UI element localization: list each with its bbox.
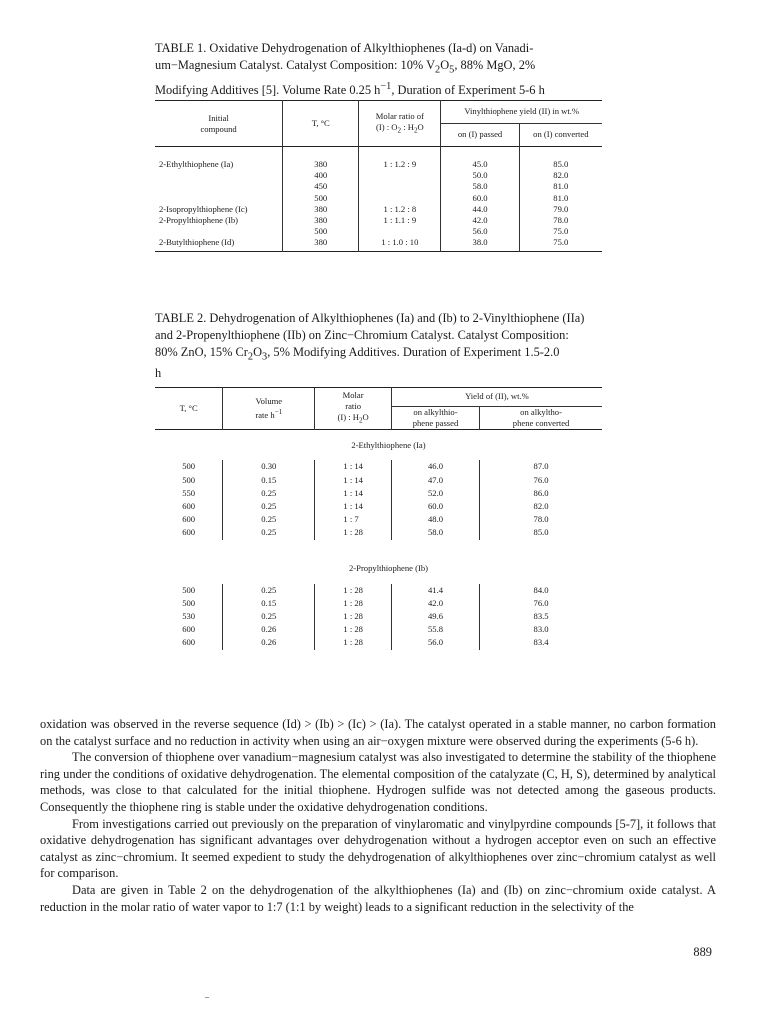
yield-passed-cell: 42.0 bbox=[391, 597, 479, 610]
table-row bbox=[155, 474, 602, 487]
yield-passed-cell: 56.0 bbox=[391, 636, 479, 649]
header-on-converted: on (I) converted bbox=[533, 129, 589, 140]
temperature-cell: 500 bbox=[155, 584, 223, 597]
section-title: 2-Propylthiophene (Ib) bbox=[349, 563, 428, 574]
table-row bbox=[155, 636, 602, 649]
header-temperature: T, °C bbox=[283, 101, 359, 147]
header-molar-ratio: Molar ratio of (I) : $O_2$ : $H_2O$ bbox=[375, 110, 424, 135]
compound-cell: 2-Propylthiophene (Ib) bbox=[155, 215, 283, 237]
header-on-passed: on alkylthio- phene passed bbox=[391, 407, 479, 430]
yield-converted-cell: 78.0 75.0 bbox=[553, 215, 569, 237]
yield-passed-cell: 44.0 bbox=[441, 204, 519, 215]
ratio-cell: 1 : 28 bbox=[315, 623, 391, 636]
ratio-cell: 1 : 28 bbox=[315, 597, 391, 610]
section-title: 2-Ethylthiophene (Ia) bbox=[351, 439, 426, 450]
table2-caption: TABLE 2. Dehydrogenation of Alkylthiophenes (Ia) and (Ib) to 2-Vinylthiophene (IIa) and 2-Propenylthiophene (IIb) on Zinc−Chromium Catalyst. Catalyst Composition: 80% ZnO, 15% $Cr_2O_3$, 5% Modifying Additives. Duration of Experiment 1.5-2.0 h bbox=[155, 311, 585, 381]
header-on-passed: on (I) passed bbox=[441, 124, 519, 147]
table1 bbox=[155, 100, 602, 252]
ratio-cell: 1 : 28 bbox=[315, 584, 391, 597]
yield-passed-cell: 55.8 bbox=[391, 623, 479, 636]
ratio-cell: 1 : 14 bbox=[315, 460, 391, 473]
temperature-cell: 380 400 450 500 bbox=[283, 147, 359, 204]
ratio-cell: 1 : 28 bbox=[315, 610, 391, 623]
table-row bbox=[155, 460, 602, 473]
yield-converted-cell: 83.5 bbox=[533, 611, 549, 622]
temperature-cell: 500 bbox=[155, 460, 223, 473]
volume-rate-cell: 0.25 bbox=[223, 513, 315, 526]
table-row bbox=[155, 237, 602, 251]
ratio-cell: 1 : 1.1 : 9 bbox=[383, 215, 417, 226]
yield-converted-cell: 84.0 bbox=[533, 584, 549, 595]
ratio-cell: 1 : 14 bbox=[315, 500, 391, 513]
yield-converted-cell: 79.0 bbox=[553, 203, 569, 214]
table-row bbox=[155, 500, 602, 513]
table-row bbox=[155, 513, 602, 526]
temperature-cell: 600 bbox=[155, 623, 223, 636]
volume-rate-cell: 0.26 bbox=[223, 636, 315, 649]
yield-passed-cell: 49.6 bbox=[391, 610, 479, 623]
yield-passed-cell: 60.0 bbox=[391, 500, 479, 513]
footer-mark bbox=[205, 997, 209, 998]
ratio-cell: 1 : 28 bbox=[315, 636, 391, 649]
header-vinylthiophene-yield: Vinylthiophene yield (II) in wt.% bbox=[441, 101, 602, 124]
temperature-cell: 380 500 bbox=[283, 215, 359, 237]
volume-rate-cell: 0.15 bbox=[223, 474, 315, 487]
volume-rate-cell: 0.25 bbox=[223, 610, 315, 623]
ratio-cell: 1 : 7 bbox=[315, 513, 391, 526]
yield-converted-cell: 83.4 bbox=[533, 637, 549, 648]
yield-passed-cell: 41.4 bbox=[391, 584, 479, 597]
compound-cell: 2-Ethylthiophene (Ia) bbox=[155, 147, 283, 204]
temperature-cell: 600 bbox=[155, 636, 223, 649]
paragraph: From investigations carried out previously on the preparation of vinylaromatic and vinylpyrdine compounds [5-7], it follows that oxidative dehydrogenation has significant advantages over dehydrogenation without a hydrogen acceptor even on such an effective catalyst as zinc−chromium. It seemed expedient to study the dehydrogenation of alkylthiophenes over zinc−chromium catalyst as well for comparison. bbox=[40, 816, 716, 881]
yield-passed-cell: 46.0 bbox=[391, 460, 479, 473]
yield-converted-cell: 85.0 bbox=[533, 527, 549, 538]
header-volume-rate: Volume rate $h^{-1}$ bbox=[223, 388, 315, 430]
ratio-cell: 1 : 1.2 : 9 bbox=[383, 159, 417, 169]
volume-rate-cell: 0.25 bbox=[223, 487, 315, 500]
volume-rate-cell: 0.25 bbox=[223, 500, 315, 513]
compound-cell: 2-Isopropylthiophene (Ic) bbox=[155, 204, 283, 215]
compound-cell: 2-Butylthiophene (Id) bbox=[155, 237, 283, 251]
header-molar-ratio: Molar ratio (I) : $H_2O$ bbox=[315, 388, 391, 430]
temperature-cell: 550 bbox=[155, 487, 223, 500]
yield-passed-cell: 52.0 bbox=[391, 487, 479, 500]
yield-converted-cell: 82.0 bbox=[533, 501, 549, 512]
temperature-cell: 380 bbox=[283, 237, 359, 251]
ratio-cell: 1 : 1.0 : 10 bbox=[381, 237, 419, 248]
body-text bbox=[40, 716, 716, 915]
table-row bbox=[155, 215, 602, 237]
yield-passed-cell: 42.0 56.0 bbox=[441, 215, 519, 237]
table-row bbox=[155, 147, 602, 204]
table-row bbox=[155, 623, 602, 636]
yield-converted-cell: 87.0 bbox=[533, 461, 549, 472]
header-yield-group: Yield of (II), wt.% bbox=[391, 388, 602, 407]
temperature-cell: 600 bbox=[155, 513, 223, 526]
table-row bbox=[155, 610, 602, 623]
ratio-cell: 1 : 14 bbox=[315, 474, 391, 487]
yield-passed-cell: 48.0 bbox=[391, 513, 479, 526]
table2 bbox=[155, 387, 602, 650]
paragraph: The conversion of thiophene over vanadium−magnesium catalyst was also investigated to determine the stability of the thiophene ring under the conditions of oxidative dehydrogenation. The elemental composition of the catalyzate (C, H, S), determined by analytical methods, was close to that calculated for the initial thiophene. Hydrogen sulfide was not detected among the gaseous products. Consequently the thiophene ring is stable under the oxidative dehydrogenation conditions. bbox=[40, 750, 716, 814]
ratio-cell: 1 : 14 bbox=[315, 487, 391, 500]
volume-rate-cell: 0.26 bbox=[223, 623, 315, 636]
yield-passed-cell: 45.0 50.0 58.0 60.0 bbox=[441, 147, 519, 204]
header-temperature: T, °C bbox=[155, 388, 223, 430]
page-number: 889 bbox=[693, 945, 712, 959]
table-row bbox=[155, 204, 602, 215]
ratio-cell: 1 : 1.2 : 8 bbox=[383, 203, 417, 214]
temperature-cell: 500 bbox=[155, 474, 223, 487]
temperature-cell: 600 bbox=[155, 500, 223, 513]
section-gap bbox=[155, 540, 602, 554]
yield-passed-cell: 47.0 bbox=[391, 474, 479, 487]
table1-caption: TABLE 1. Oxidative Dehydrogenation of Alkylthiophenes (Ia-d) on Vanadi- um−Magnesium Catalyst. Catalyst Composition: 10% $V_2O_5$, 88% MgO, 2% Modifying Additives [5]. Volume Rate 0.25 $h^{-1}$, Duration of Experiment 5-6 h bbox=[155, 41, 545, 98]
temperature-cell: 500 bbox=[155, 597, 223, 610]
yield-converted-cell: 75.0 bbox=[553, 237, 569, 248]
yield-converted-cell: 86.0 bbox=[533, 487, 549, 498]
yield-converted-cell: 78.0 bbox=[533, 514, 549, 525]
yield-passed-cell: 58.0 bbox=[391, 526, 479, 539]
temperature-cell: 380 bbox=[283, 204, 359, 215]
volume-rate-cell: 0.30 bbox=[223, 460, 315, 473]
yield-converted-cell: 76.0 bbox=[533, 474, 549, 485]
paragraph: oxidation was observed in the reverse sequence (Id) > (Ib) > (Ic) > (Ia). The catalyst operated in a stable manner, no carbon formation on the catalyst surface and no reduction in activity when using an air−oxygen mixture were observed during the experiments (5-6 h). bbox=[40, 717, 716, 748]
yield-converted-cell: 85.0 82.0 81.0 81.0 bbox=[553, 159, 569, 203]
table-row bbox=[155, 597, 602, 610]
paragraph: Data are given in Table 2 on the dehydrogenation of the alkylthiophenes (Ia) and (Ib) on zinc−chromium oxide catalyst. A reduction in the molar ratio of water vapor to 1:7 (1:1 by weight) leads to a significant reduction in the selectivity of the bbox=[40, 882, 716, 914]
volume-rate-cell: 0.25 bbox=[223, 526, 315, 539]
header-on-converted: on alkyltho- phene converted bbox=[512, 407, 570, 429]
yield-passed-cell: 38.0 bbox=[441, 237, 519, 251]
temperature-cell: 600 bbox=[155, 526, 223, 539]
yield-converted-cell: 76.0 bbox=[533, 597, 549, 608]
volume-rate-cell: 0.15 bbox=[223, 597, 315, 610]
yield-converted-cell: 83.0 bbox=[533, 624, 549, 635]
ratio-cell: 1 : 28 bbox=[315, 526, 391, 539]
table-row bbox=[155, 584, 602, 597]
temperature-cell: 530 bbox=[155, 610, 223, 623]
table-row bbox=[155, 526, 602, 539]
table-row bbox=[155, 487, 602, 500]
volume-rate-cell: 0.25 bbox=[223, 584, 315, 597]
header-initial-compound: Initial compound bbox=[155, 101, 283, 147]
